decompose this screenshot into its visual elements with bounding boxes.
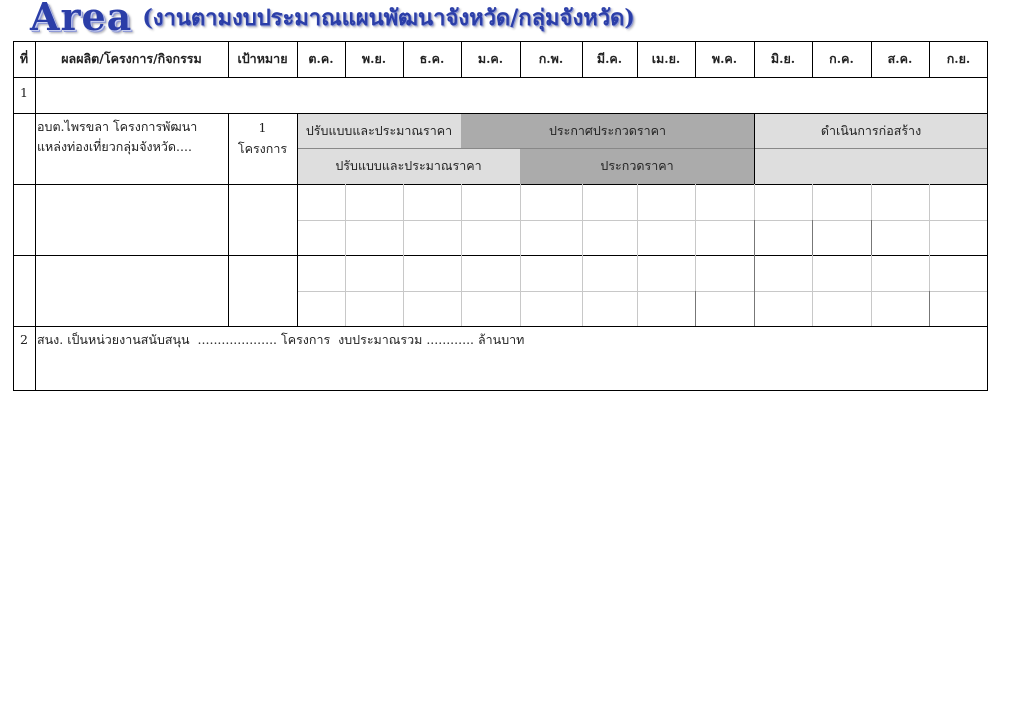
title-subtitle: (งานตามงบประมาณแผนพัฒนาจังหวัด/กลุ่มจังหวัด) xyxy=(142,5,635,31)
header-month-jan: ม.ค. xyxy=(477,51,504,66)
plan-bar-design-label: ปรับแบบและประมาณราคา xyxy=(305,122,453,138)
actual-bar-design-label: ปรับแบบและประมาณราคา xyxy=(335,158,482,173)
header-month-jun: มิ.ย. xyxy=(770,51,796,66)
gantt-table xyxy=(13,41,988,391)
page-title xyxy=(30,0,635,40)
project-target-unit: โครงการ xyxy=(237,141,288,156)
header-month-mar: มี.ค. xyxy=(596,51,623,66)
header-month-feb: ก.พ. xyxy=(538,51,564,66)
plan-bar-construction xyxy=(754,113,988,148)
project-target-qty: 1 xyxy=(258,120,267,135)
plan-bar-design xyxy=(297,113,461,148)
plan-bar-announce xyxy=(461,113,754,148)
header-no: ที่ xyxy=(19,51,29,66)
header-month-may: พ.ค. xyxy=(711,51,738,66)
header-output: ผลผลิต/โครงการ/กิจกรรม xyxy=(61,51,202,66)
row2-no: 2 xyxy=(20,332,28,347)
title-main: Area xyxy=(30,0,133,39)
header-month-sep: ก.ย. xyxy=(946,51,971,66)
header-target: เป้าหมาย xyxy=(237,51,288,66)
header-month-jul: ก.ค. xyxy=(829,51,854,66)
row1-no: 1 xyxy=(20,85,28,100)
header-month-aug: ส.ค. xyxy=(887,51,913,66)
header-month-nov: พ.ย. xyxy=(361,51,387,66)
header-month-oct: ต.ค. xyxy=(308,51,334,66)
row2-text: สนง. เป็นหน่วยงานสนับสนุน .................... โครงการ งบประมาณรวม ............ ล้านบาท xyxy=(37,332,525,347)
project-name-line2: แหล่งท่องเที่ยวกลุ่มจังหวัด.... xyxy=(37,139,192,154)
header-month-dec: ธ.ค. xyxy=(419,51,445,66)
actual-bar-bidding-label: ประกวดราคา xyxy=(600,158,674,173)
project-name-line1: อบต.ไพรขลา โครงการพัฒนา xyxy=(37,119,198,134)
plan-bar-construction-label: ดำเนินการก่อสร้าง xyxy=(820,122,922,138)
actual-bar-construction xyxy=(754,148,988,184)
header-month-apr: เม.ย. xyxy=(651,51,681,66)
plan-bar-announce-label: ประกาศประกวดราคา xyxy=(548,122,667,138)
actual-bar-bidding xyxy=(520,148,754,184)
actual-bar-design xyxy=(297,148,520,184)
